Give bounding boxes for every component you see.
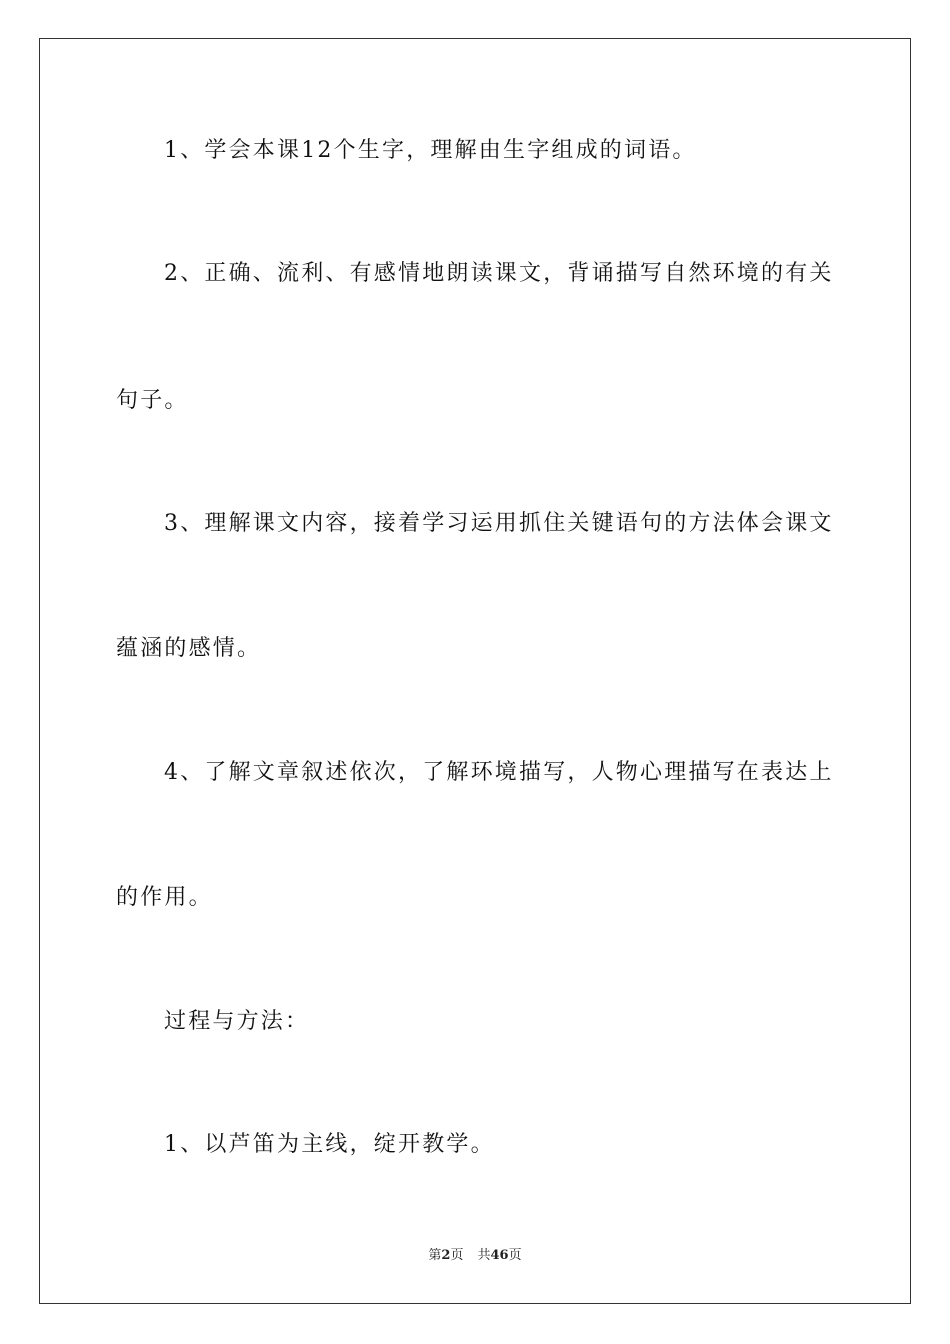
paragraph-line: 句子。 bbox=[116, 388, 189, 413]
page-suffix: 页 bbox=[450, 1248, 464, 1263]
paragraph-line: 2、正确、流利、有感情地朗读课文，背诵描写自然环境的有关 bbox=[164, 261, 834, 286]
total-page-count: 46 bbox=[490, 1248, 509, 1263]
paragraph-line: 的作用。 bbox=[116, 885, 213, 910]
paragraph-line: 1、以芦笛为主线，绽开教学。 bbox=[164, 1132, 495, 1157]
total-prefix: 共 bbox=[477, 1248, 491, 1263]
paragraph-line: 1、学会本课12个生字，理解由生字组成的词语。 bbox=[164, 138, 697, 163]
paragraph-line: 4、了解文章叙述依次，了解环境描写，人物心理描写在表达上 bbox=[164, 760, 834, 785]
page-prefix: 第 bbox=[428, 1248, 442, 1263]
paragraph-line: 蕴涵的感情。 bbox=[116, 636, 262, 661]
page-frame bbox=[39, 38, 911, 1304]
page-footer bbox=[0, 1247, 950, 1265]
total-suffix: 页 bbox=[508, 1248, 522, 1263]
current-page-number: 2 bbox=[441, 1248, 451, 1263]
section-heading: 过程与方法： bbox=[164, 1009, 310, 1034]
paragraph-line: 3、理解课文内容，接着学习运用抓住关键语句的方法体会课文 bbox=[164, 511, 834, 536]
